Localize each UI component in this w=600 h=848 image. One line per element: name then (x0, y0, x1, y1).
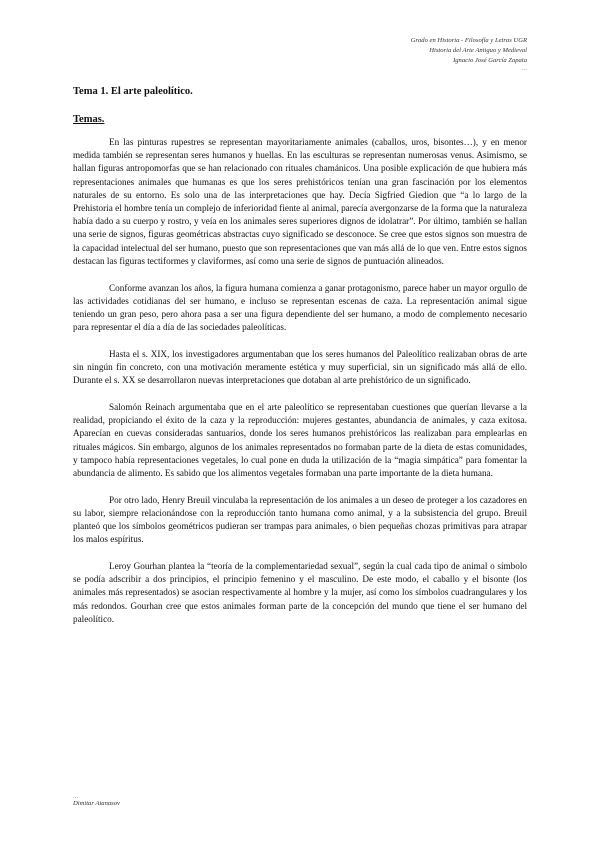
paragraph: En las pinturas rupestres se representan mayoritariamente animales (caballos, uros, bisontes…), y en menor medida también se representan seres humanos y huellas. En las esculturas se representan numerosas venus. Asimismo, se hallan figuras antropomorfas que se han relacionado con rituales chamánicos. Una posible explicación de que hubiera más representaciones animales que humanas es que los seres prehistóricos tenían una gran fascinación por los elementos naturales de su entorno. Es solo una de las interpretaciones que hay. Decía Sigfried Giedion que “a lo largo de la Prehistoria el hombre tenía un complejo de inferioridad fiente al animal, parecía avergonzarse de la forma que la naturaleza había dado a su cuerpo y rostro, y veía en los animales seres superiores dignos de idolatrar”. Por último, también se hallan una serie de signos, figuras geométricas abstractas cuyo significado se desconoce. Se cree que estos signos son muestra de la capacidad intelectual del ser humano, puesto que son representaciones que van más allá de lo que ven. Entre estos signos destacan las figuras tectiformes y claviformes, así como una serie de signos de puntuación alineados. (73, 137, 527, 266)
footer-ellipsis: … (73, 794, 79, 800)
header-degree-line: Grado en Historia - Filosofía y Letras UGR (410, 37, 527, 44)
body-text (73, 136, 527, 640)
paragraph: Leroy Gourhan plantea la “teoría de la complementariedad sexual”, según la cual cada tipo de animal o símbolo se podía adscribir a dos principios, el principio femenino y el masculino. De este modo, el caballo y el bisonte (los animales más representados) se asocian respectivamente al hombre y la mujer, así como los símbolos cuadrangulares y los más redondos. Gourhan cree que estos animales forman parte de la concepción del mundo que tiene el ser humano del paleolítico. (73, 560, 527, 624)
header-ellipsis: … (521, 66, 527, 72)
page-title: Tema 1. El arte paleolítico. (73, 86, 193, 97)
paragraph: Salomón Reinach argumentaba que en el arte paleolítico se representaban cuestiones que querían llevarse a la realidad, propiciando el éxito de la caza y la reproducción: mujeres gestantes, abundancia de animales, y caza exitosa. Aparecían en cuevas consideradas santuarios, donde los seres humanos prehistóricos las realizaban para emplearlas en rituales mágicos. Sin embargo, algunos de los animales representados no formaban parte de la dieta de estas comunidades, y tampoco había representaciones vegetales, lo cual pone en duda la utilización de la “magia simpática” para fomentar la abundancia de alimento. Es sabido que los alimentos vegetales formaban una parte importante de la dieta humana. (73, 401, 527, 478)
header-course-line: Historia del Arte Antiguo y Medieval (429, 47, 527, 54)
paragraph: Hasta el s. XIX, los investigadores argumentaban que los seres humanos del Paleolítico realizaban obras de arte sin ningún fin concreto, con una motivación meramente estética y muy superficial, sin un significado más allá de ello. Durante el s. XX se desarrollaron nuevas interpretaciones que dotaban al arte prehistórico de un significado. (73, 348, 527, 386)
page-footer (73, 794, 120, 808)
page-header (411, 36, 527, 72)
header-author-line: Ignacio José García Zapata (453, 57, 527, 64)
paragraph: Conforme avanzan los años, la figura humana comienza a ganar protagonismo, parece haber un mayor orgullo de las actividades cotidianas del ser humano, e incluso se representan escenas de caza. La representación animal sigue teniendo un gran peso, pero ahora pasa a ser una figura dependiente del ser humano, a modo de complemento necesario para representar el día a día de las sociedades paleolíticas. (73, 282, 527, 333)
footer-author: Dimitar Atanasov (73, 800, 120, 807)
section-heading: Temas. (73, 114, 105, 125)
paragraph: Por otro lado, Henry Breuil vinculaba la representación de los animales a un deseo de proteger a los cazadores en su labor, siempre relacionándose con la reproducción tanto humana como animal, y a la subsistencia del grupo. Breuil planteó que los símbolos geométricos pudieran ser trampas para animales, o bien pequeñas chozas primitivas para atrapar los malos espíritus. (73, 494, 527, 545)
